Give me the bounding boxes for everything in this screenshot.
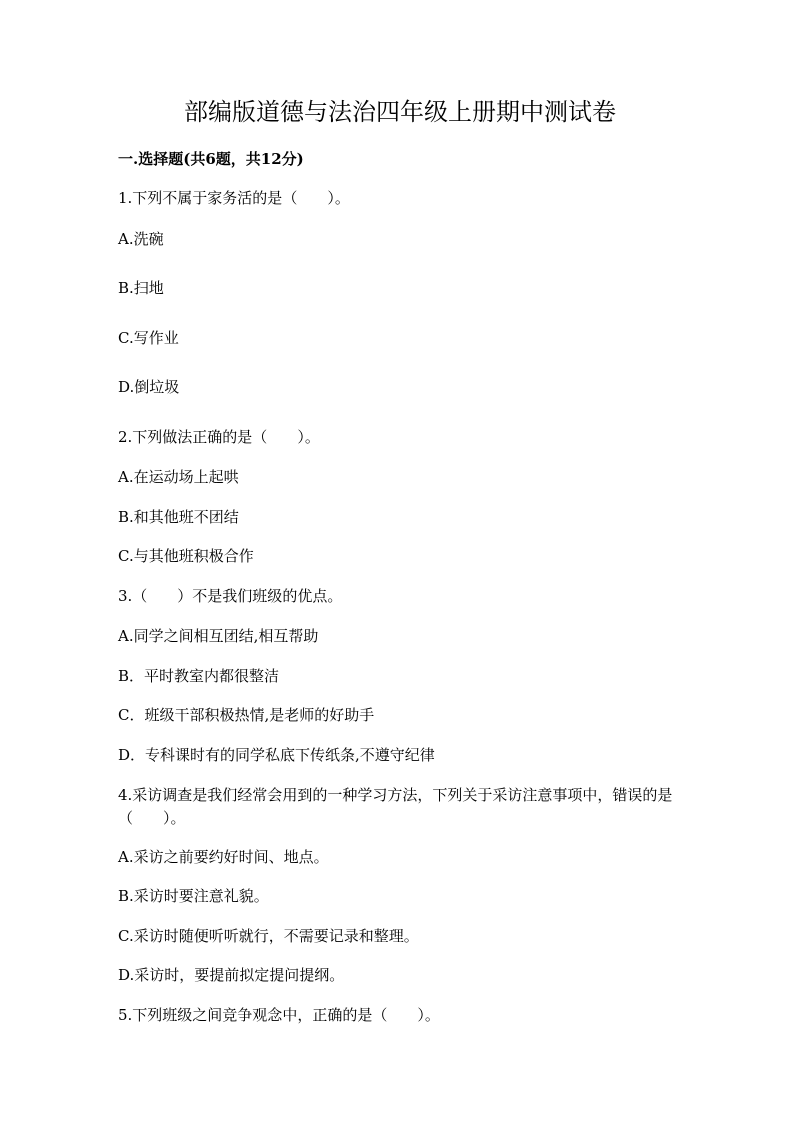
question-1-stem: 1.下列不属于家务活的是（ ）。 <box>118 189 350 207</box>
question-1-option-a: A.洗碗 <box>118 230 164 248</box>
question-3-stem: 3.（ ）不是我们班级的优点。 <box>118 587 343 605</box>
question-3-option-d: D．专科课时有的同学私底下传纸条,不遵守纪律 <box>118 746 435 764</box>
question-4-option-d: D.采访时，要提前拟定提问提纲。 <box>118 966 345 984</box>
question-2-option-c: C.与其他班积极合作 <box>118 547 254 565</box>
question-1-option-c: C.写作业 <box>118 329 179 347</box>
question-1-option-b: B.扫地 <box>118 279 164 297</box>
question-3-option-c: C．班级干部积极热情,是老师的好助手 <box>118 706 375 724</box>
question-1-option-d: D.倒垃圾 <box>118 378 180 396</box>
question-2-option-b: B.和其他班不团结 <box>118 508 239 526</box>
question-4-option-a: A.采访之前要约好时间、地点。 <box>118 848 329 866</box>
question-2-option-a: A.在运动场上起哄 <box>118 468 239 486</box>
question-4-stem: 4.采访调查是我们经常会用到的一种学习方法，下列关于采访注意事项中，错误的是（ ）。 <box>118 786 673 827</box>
question-4-option-b: B.采访时要注意礼貌。 <box>118 887 269 905</box>
question-4-option-c: C.采访时随便听听就行，不需要记录和整理。 <box>118 927 419 945</box>
question-3-option-b: B．平时教室内都很整洁 <box>118 667 280 685</box>
question-5-stem: 5.下列班级之间竞争观念中，正确的是（ ）。 <box>118 1006 440 1024</box>
exam-title: 部编版道德与法治四年级上册期中测试卷 <box>184 98 616 126</box>
question-3-option-a: A.同学之间相互团结,相互帮助 <box>118 627 319 645</box>
section-heading: 一.选择题(共6题，共12分) <box>118 150 304 168</box>
question-2-stem: 2.下列做法正确的是（ ）。 <box>118 428 320 446</box>
